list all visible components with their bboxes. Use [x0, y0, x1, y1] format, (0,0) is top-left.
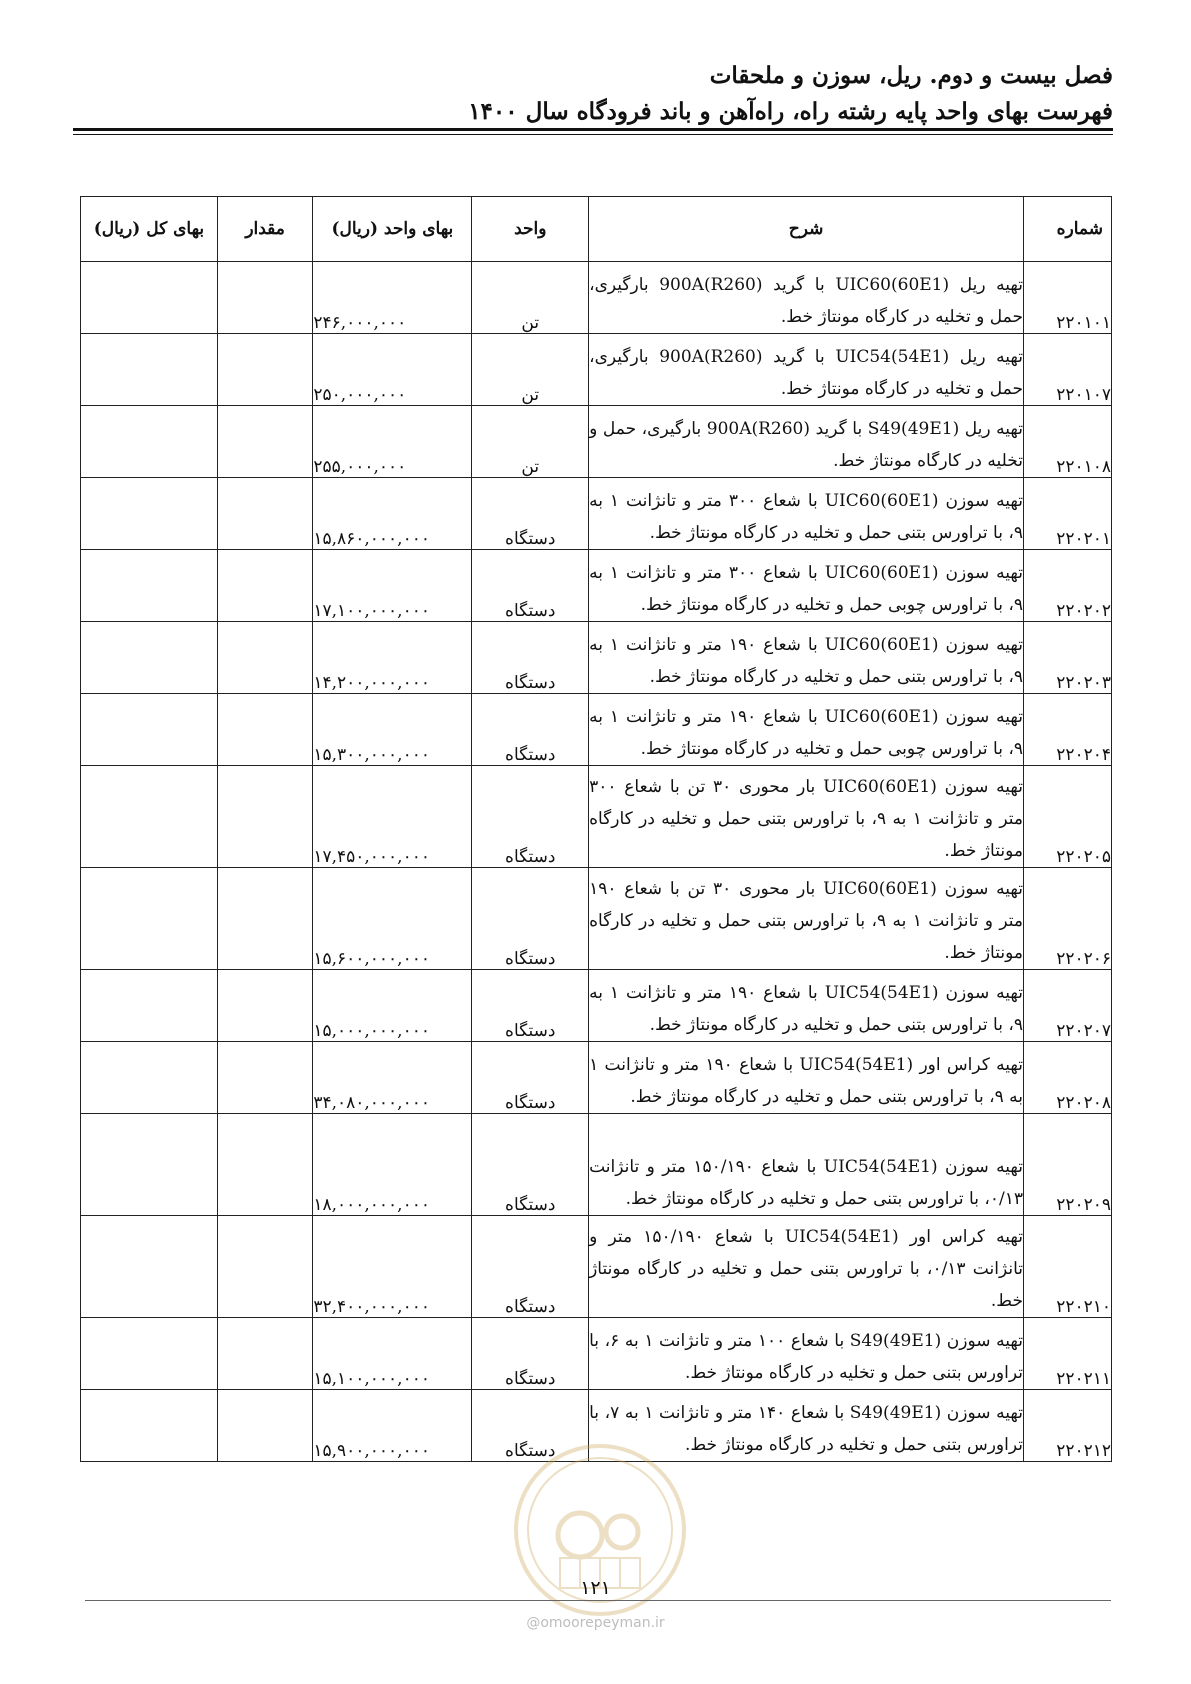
- row-code: ۲۲۰۱۰۱: [1023, 262, 1111, 334]
- row-unit-price: ۱۵,۳۰۰,۰۰۰,۰۰۰: [313, 694, 472, 766]
- header-unit-price: بهای واحد (ریال): [313, 197, 472, 262]
- row-unit-price: ۱۵,۰۰۰,۰۰۰,۰۰۰: [313, 970, 472, 1042]
- row-unit: دستگاه: [472, 766, 589, 868]
- row-description: تهیه سوزن (UIC60(60E1 بار محوری ۳۰ تن با شعاع ۳۰۰ متر و تانژانت ۱ به ۹، با تراورس بتنی حمل و تخلیه در کارگاه مونتاژ خط.: [589, 766, 1024, 868]
- table-row: [81, 766, 1112, 868]
- row-code: ۲۲۰۱۰۸: [1023, 406, 1111, 478]
- table-row: [81, 1114, 1112, 1216]
- watermark-text: @omoorepeyman.ir: [526, 1615, 665, 1631]
- row-quantity: [217, 622, 312, 694]
- row-code: ۲۲۰۲۰۵: [1023, 766, 1111, 868]
- row-total: [81, 1114, 218, 1216]
- page-header: [73, 58, 1113, 130]
- row-total: [81, 766, 218, 868]
- header-unit: واحد: [472, 197, 589, 262]
- row-code: ۲۲۰۲۰۹: [1023, 1114, 1111, 1216]
- table-row: [81, 868, 1112, 970]
- row-unit: دستگاه: [472, 1042, 589, 1114]
- row-code: ۲۲۰۲۰۷: [1023, 970, 1111, 1042]
- row-description: تهیه کراس اور (UIC54(54E1 با شعاع ۱۵۰/۱۹۰ متر و تانژانت ۰/۱۳، با تراورس بتنی حمل و تخلیه در کارگاه مونتاژ خط.: [589, 1216, 1024, 1318]
- row-quantity: [217, 550, 312, 622]
- row-code: ۲۲۰۲۰۱: [1023, 478, 1111, 550]
- row-description: تهیه ریل (UIC54(54E1 با گرید (900A(R260 بارگیری، حمل و تخلیه در کارگاه مونتاژ خط.: [589, 334, 1024, 406]
- row-unit: دستگاه: [472, 970, 589, 1042]
- row-description: تهیه سوزن (S49(49E1 با شعاع ۱۴۰ متر و تانژانت ۱ به ۷، با تراورس بتنی حمل و تخلیه در کارگاه مونتاژ خط.: [589, 1390, 1024, 1462]
- table-row: [81, 1390, 1112, 1462]
- row-unit: تن: [472, 262, 589, 334]
- row-unit: دستگاه: [472, 868, 589, 970]
- row-description: تهیه سوزن (UIC60(60E1 بار محوری ۳۰ تن با شعاع ۱۹۰ متر و تانژانت ۱ به ۹، با تراورس بتنی حمل و تخلیه در کارگاه مونتاژ خط.: [589, 868, 1024, 970]
- header-quantity: مقدار: [217, 197, 312, 262]
- row-unit-price: ۲۴۶,۰۰۰,۰۰۰: [313, 262, 472, 334]
- row-code: ۲۲۰۲۰۲: [1023, 550, 1111, 622]
- row-unit: دستگاه: [472, 1216, 589, 1318]
- table-row: [81, 1042, 1112, 1114]
- table-row: [81, 262, 1112, 334]
- row-code: ۲۲۰۲۰۶: [1023, 868, 1111, 970]
- table-row: [81, 1318, 1112, 1390]
- header-description: شرح: [589, 197, 1024, 262]
- row-unit-price: ۳۲,۴۰۰,۰۰۰,۰۰۰: [313, 1216, 472, 1318]
- row-total: [81, 262, 218, 334]
- table-row: [81, 970, 1112, 1042]
- row-unit: دستگاه: [472, 694, 589, 766]
- header-rule-thick: [73, 128, 1113, 131]
- row-code: ۲۲۰۲۱۱: [1023, 1318, 1111, 1390]
- row-description: تهیه سوزن (UIC60(60E1 با شعاع ۳۰۰ متر و تانژانت ۱ به ۹، با تراورس بتنی حمل و تخلیه در کارگاه مونتاژ خط.: [589, 478, 1024, 550]
- row-total: [81, 970, 218, 1042]
- table-row: [81, 694, 1112, 766]
- row-description: تهیه سوزن (UIC60(60E1 با شعاع ۱۹۰ متر و تانژانت ۱ به ۹، با تراورس بتنی حمل و تخلیه در کارگاه مونتاژ خط.: [589, 622, 1024, 694]
- row-quantity: [217, 1318, 312, 1390]
- table-header-row: [81, 197, 1112, 262]
- row-total: [81, 406, 218, 478]
- row-description: تهیه سوزن (UIC54(54E1 با شعاع ۱۵۰/۱۹۰ متر و تانژانت ۰/۱۳، با تراورس بتنی حمل و تخلیه در کارگاه مونتاژ خط.: [589, 1114, 1024, 1216]
- row-unit-price: ۲۵۵,۰۰۰,۰۰۰: [313, 406, 472, 478]
- row-description: تهیه کراس اور (UIC54(54E1 با شعاع ۱۹۰ متر و تانژانت ۱ به ۹، با تراورس بتنی حمل و تخلیه در کارگاه مونتاژ خط.: [589, 1042, 1024, 1114]
- row-unit-price: ۱۵,۱۰۰,۰۰۰,۰۰۰: [313, 1318, 472, 1390]
- table-row: [81, 622, 1112, 694]
- row-unit-price: ۱۸,۰۰۰,۰۰۰,۰۰۰: [313, 1114, 472, 1216]
- row-quantity: [217, 1216, 312, 1318]
- row-unit-price: ۱۷,۴۵۰,۰۰۰,۰۰۰: [313, 766, 472, 868]
- price-table: [80, 196, 1112, 1462]
- row-code: ۲۲۰۲۰۴: [1023, 694, 1111, 766]
- row-quantity: [217, 1390, 312, 1462]
- row-quantity: [217, 334, 312, 406]
- header-total: بهای کل (ریال): [81, 197, 218, 262]
- row-quantity: [217, 1114, 312, 1216]
- row-quantity: [217, 262, 312, 334]
- row-description: تهیه سوزن (UIC60(60E1 با شعاع ۱۹۰ متر و تانژانت ۱ به ۹، با تراورس چوبی حمل و تخلیه در کارگاه مونتاژ خط.: [589, 694, 1024, 766]
- table-row: [81, 550, 1112, 622]
- row-unit: تن: [472, 406, 589, 478]
- header-rule-thin: [73, 134, 1113, 135]
- row-code: ۲۲۰۱۰۷: [1023, 334, 1111, 406]
- row-unit-price: ۳۴,۰۸۰,۰۰۰,۰۰۰: [313, 1042, 472, 1114]
- row-unit: تن: [472, 334, 589, 406]
- table-row: [81, 1216, 1112, 1318]
- row-quantity: [217, 868, 312, 970]
- row-unit-price: ۲۵۰,۰۰۰,۰۰۰: [313, 334, 472, 406]
- row-quantity: [217, 478, 312, 550]
- row-total: [81, 550, 218, 622]
- row-unit-price: ۱۷,۱۰۰,۰۰۰,۰۰۰: [313, 550, 472, 622]
- page-number: ۱۲۱: [580, 1577, 611, 1599]
- row-description: تهیه سوزن (UIC54(54E1 با شعاع ۱۹۰ متر و تانژانت ۱ به ۹، با تراورس بتنی حمل و تخلیه در کارگاه مونتاژ خط.: [589, 970, 1024, 1042]
- row-unit: دستگاه: [472, 1318, 589, 1390]
- row-description: تهیه سوزن (S49(49E1 با شعاع ۱۰۰ متر و تانژانت ۱ به ۶، با تراورس بتنی حمل و تخلیه در کارگاه مونتاژ خط.: [589, 1318, 1024, 1390]
- row-total: [81, 334, 218, 406]
- row-description: تهیه ریل (S49(49E1 با گرید (900A(R260 بارگیری، حمل و تخلیه در کارگاه مونتاژ خط.: [589, 406, 1024, 478]
- row-unit: دستگاه: [472, 1390, 589, 1462]
- row-total: [81, 868, 218, 970]
- row-quantity: [217, 694, 312, 766]
- header-code: شماره: [1023, 197, 1111, 262]
- row-description: تهیه سوزن (UIC60(60E1 با شعاع ۳۰۰ متر و تانژانت ۱ به ۹، با تراورس چوبی حمل و تخلیه در کارگاه مونتاژ خط.: [589, 550, 1024, 622]
- row-total: [81, 478, 218, 550]
- row-quantity: [217, 970, 312, 1042]
- row-total: [81, 1042, 218, 1114]
- row-quantity: [217, 766, 312, 868]
- row-total: [81, 1390, 218, 1462]
- row-code: ۲۲۰۲۱۲: [1023, 1390, 1111, 1462]
- table-row: [81, 406, 1112, 478]
- row-code: ۲۲۰۲۰۸: [1023, 1042, 1111, 1114]
- chapter-title: فصل بیست و دوم. ریل، سوزن و ملحقات: [709, 62, 1113, 89]
- footer-rule: [85, 1600, 1111, 1601]
- row-unit-price: ۱۵,۹۰۰,۰۰۰,۰۰۰: [313, 1390, 472, 1462]
- row-description: تهیه ریل (UIC60(60E1 با گرید (900A(R260 بارگیری، حمل و تخلیه در کارگاه مونتاژ خط.: [589, 262, 1024, 334]
- row-total: [81, 694, 218, 766]
- document-title: فهرست بهای واحد پایه رشته راه، راه‌آهن و باند فرودگاه سال ۱۴۰۰: [468, 98, 1113, 125]
- row-total: [81, 1216, 218, 1318]
- row-code: ۲۲۰۲۱۰: [1023, 1216, 1111, 1318]
- row-unit-price: ۱۴,۲۰۰,۰۰۰,۰۰۰: [313, 622, 472, 694]
- row-quantity: [217, 406, 312, 478]
- row-unit: دستگاه: [472, 550, 589, 622]
- row-unit-price: ۱۵,۸۶۰,۰۰۰,۰۰۰: [313, 478, 472, 550]
- row-total: [81, 1318, 218, 1390]
- row-unit-price: ۱۵,۶۰۰,۰۰۰,۰۰۰: [313, 868, 472, 970]
- row-unit: دستگاه: [472, 478, 589, 550]
- row-quantity: [217, 1042, 312, 1114]
- row-unit: دستگاه: [472, 1114, 589, 1216]
- row-total: [81, 622, 218, 694]
- table-row: [81, 478, 1112, 550]
- table-row: [81, 334, 1112, 406]
- row-code: ۲۲۰۲۰۳: [1023, 622, 1111, 694]
- row-unit: دستگاه: [472, 622, 589, 694]
